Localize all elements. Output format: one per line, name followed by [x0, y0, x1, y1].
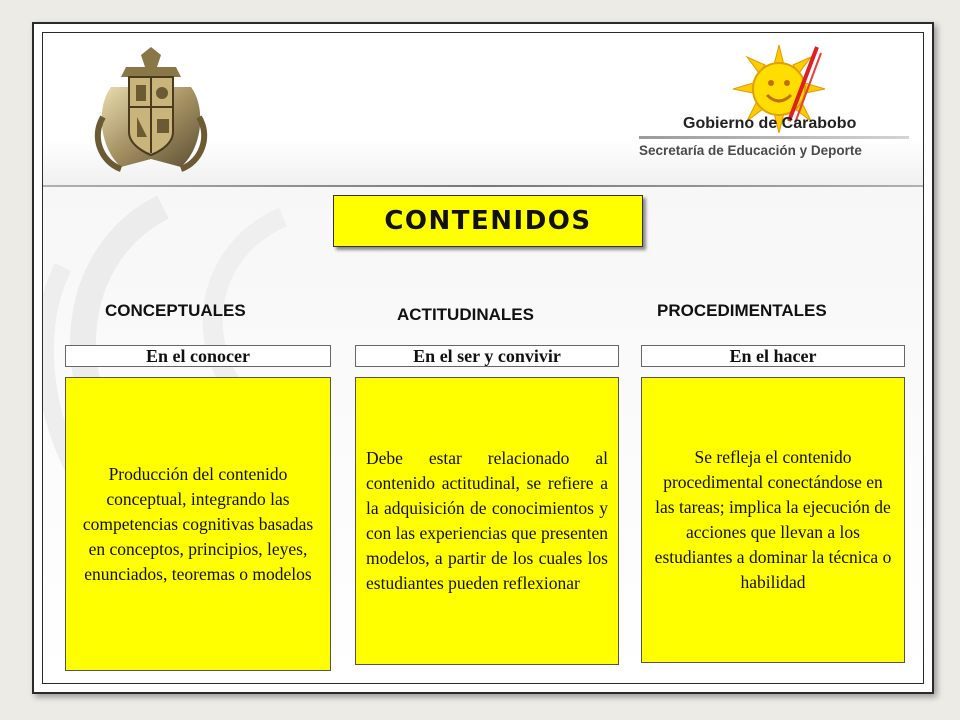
label-conceptuales: En el conocer — [65, 345, 331, 367]
department-name: Secretaría de Educación y Deporte — [639, 143, 862, 158]
card-actitudinales — [355, 377, 619, 665]
slide — [42, 32, 924, 684]
coat-of-arms-icon — [91, 47, 211, 177]
label-actitudinales: En el ser y convivir — [355, 345, 619, 367]
card-text-actitudinales: Debe estar relacionado al contenido actitudinal, se refiere a la adquisición de conocimientos y con las experiencias que presenten modelos, a partir de los cuales los estudiantes pueden reflexionar — [366, 448, 608, 593]
card-text-procedimentales: Se refleja el contenido procedimental conectándose en las tareas; implica la ejecución de acciones que llevan a los estudiantes a dominar la técnica o habilidad — [654, 447, 892, 592]
card-procedimentales — [641, 377, 905, 663]
title-box — [333, 195, 643, 247]
card-text-conceptuales: Producción del contenido conceptual, integrando las competencias cognitivas basadas en conceptos, principios, leyes, enunciados, teoremas o modelos — [82, 463, 314, 584]
page-title: CONTENIDOS — [384, 206, 592, 236]
slide-frame — [32, 22, 934, 694]
heading-actitudinales: ACTITUDINALES — [397, 305, 534, 324]
card-conceptuales — [65, 377, 331, 671]
heading-procedimentales: PROCEDIMENTALES — [657, 301, 827, 320]
government-name: Gobierno de Carabobo — [683, 115, 857, 132]
heading-conceptuales: CONCEPTUALES — [105, 301, 246, 320]
label-procedimentales: En el hacer — [641, 345, 905, 367]
government-underline — [639, 136, 909, 139]
